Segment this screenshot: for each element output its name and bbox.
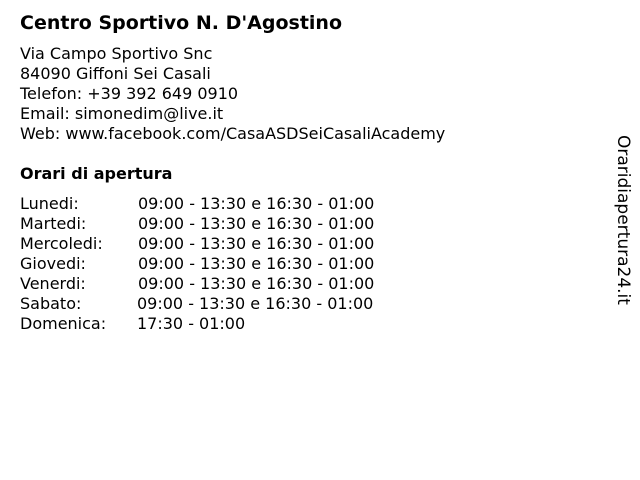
day-label: Venerdi: bbox=[20, 274, 86, 293]
time-range: 09:00 - 13:30 e 16:30 - 01:00 bbox=[137, 294, 374, 313]
address-line-1: Via Campo Sportivo Snc bbox=[20, 44, 213, 63]
address-line-2: 84090 Giffoni Sei Casali bbox=[20, 64, 211, 83]
time-range: 09:00 - 13:30 e 16:30 - 01:00 bbox=[138, 214, 375, 233]
day-label: Lunedi: bbox=[20, 194, 79, 213]
email-line: Email: simonedim@live.it bbox=[20, 104, 224, 123]
day-label: Mercoledi: bbox=[20, 234, 103, 253]
site-watermark: Oraridiapertura24.it bbox=[613, 135, 633, 305]
time-range: 17:30 - 01:00 bbox=[137, 314, 246, 333]
time-range: 09:00 - 13:30 e 16:30 - 01:00 bbox=[138, 234, 375, 253]
day-label: Domenica: bbox=[20, 314, 107, 333]
day-label: Giovedi: bbox=[20, 254, 86, 273]
day-label: Martedi: bbox=[20, 214, 87, 233]
phone-line: Telefon: +39 392 649 0910 bbox=[20, 84, 239, 103]
time-range: 09:00 - 13:30 e 16:30 - 01:00 bbox=[138, 274, 375, 293]
hours-heading: Orari di apertura bbox=[20, 164, 173, 183]
web-line: Web: www.facebook.com/CasaASDSeiCasaliAcademy bbox=[20, 124, 446, 143]
contact-block bbox=[20, 44, 445, 144]
time-range: 09:00 - 13:30 e 16:30 - 01:00 bbox=[138, 254, 375, 273]
time-range: 09:00 - 13:30 e 16:30 - 01:00 bbox=[138, 194, 375, 213]
day-label: Sabato: bbox=[20, 294, 82, 313]
business-name: Centro Sportivo N. D'Agostino bbox=[20, 12, 342, 34]
